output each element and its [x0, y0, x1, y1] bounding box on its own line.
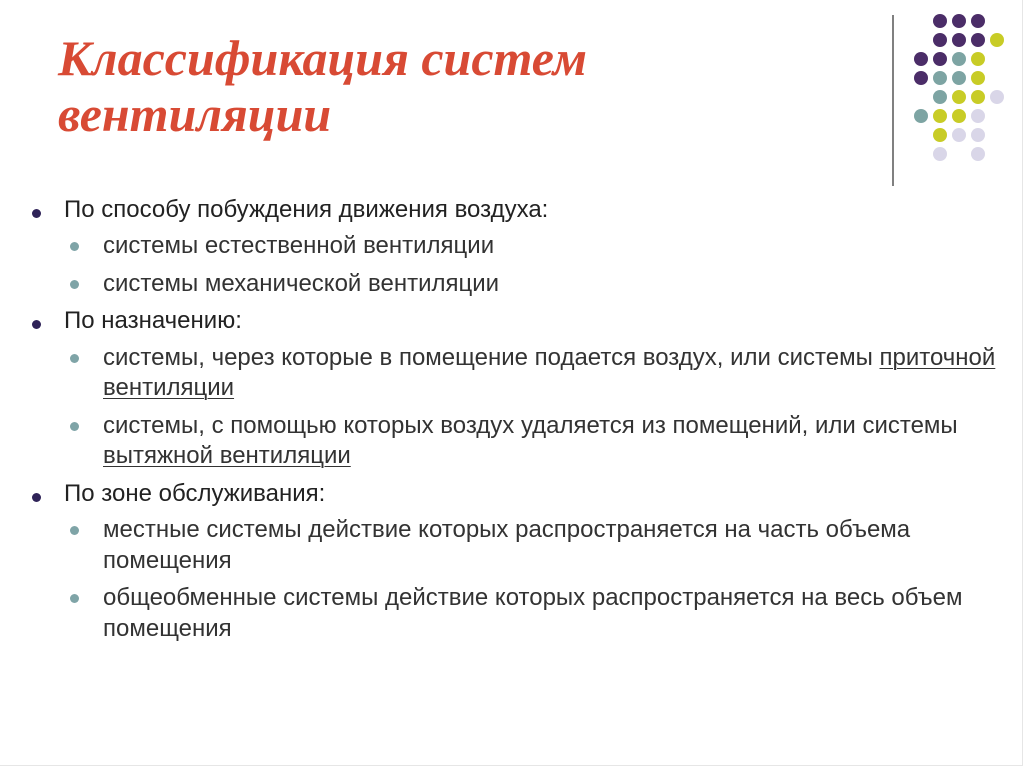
decorative-dot — [933, 109, 947, 123]
section-heading: По назначению: — [64, 307, 242, 335]
section-items — [64, 343, 1004, 472]
decorative-dot — [933, 147, 947, 161]
section-heading: По зоне обслуживания: — [64, 479, 326, 507]
decorative-dot — [971, 52, 985, 66]
section-by-service-zone — [24, 479, 1004, 644]
decorative-dot — [914, 109, 928, 123]
decorative-dot — [990, 33, 1004, 47]
decorative-dot — [971, 90, 985, 104]
list-item-text: системы, через которые в помещение подается воздух, или системы — [103, 343, 880, 371]
list-item-text: системы механической вентиляции — [103, 269, 500, 297]
classification-list — [24, 195, 1004, 651]
decorative-dot — [933, 14, 947, 28]
supply-ventilation-link-text: приточной вентиляции — [103, 343, 996, 402]
decorative-dot — [971, 71, 985, 85]
slide-title: Классификация систем вентиляции — [58, 30, 587, 142]
decorative-dot — [971, 147, 985, 161]
decorative-dot — [971, 128, 985, 142]
decorative-dot — [971, 33, 985, 47]
decorative-dot — [952, 52, 966, 66]
section-items — [64, 231, 1004, 299]
list-item — [64, 269, 1004, 299]
list-item-text: местные системы действие которых распространяется на часть объема помещения — [103, 516, 911, 574]
decorative-dot — [952, 33, 966, 47]
decorative-dot — [952, 14, 966, 28]
decorative-dot — [914, 71, 928, 85]
decorative-dot — [933, 90, 947, 104]
decorative-dot — [971, 14, 985, 28]
exhaust-ventilation-link-text: вытяжной вентиляции — [103, 442, 351, 470]
decorative-dot — [971, 109, 985, 123]
decorative-dot — [933, 71, 947, 85]
section-items — [64, 515, 1004, 644]
list-item — [64, 583, 1004, 644]
list-item — [64, 231, 1004, 261]
list-item-text: общеобменные системы действие которых распространяется на весь объем помещения — [103, 584, 963, 642]
decorative-dot — [933, 128, 947, 142]
decorative-dot — [933, 52, 947, 66]
decorative-dot — [952, 90, 966, 104]
decorative-vertical-line — [892, 15, 894, 186]
decorative-dot — [990, 90, 1004, 104]
decorative-dot — [952, 71, 966, 85]
list-item-text: системы естественной вентиляции — [103, 232, 495, 260]
section-by-purpose — [24, 306, 1004, 471]
decorative-dot — [952, 109, 966, 123]
section-heading: По способу побуждения движения воздуха: — [64, 196, 549, 223]
decorative-dot — [952, 128, 966, 142]
decorative-dot — [933, 33, 947, 47]
list-item-text: системы, с помощью которых воздух удаляется из помещений, или системы — [103, 411, 965, 439]
section-by-air-movement — [24, 195, 1004, 299]
list-item — [64, 515, 1004, 576]
list-item — [64, 343, 1004, 404]
decorative-dot — [914, 52, 928, 66]
list-item — [64, 411, 1004, 472]
